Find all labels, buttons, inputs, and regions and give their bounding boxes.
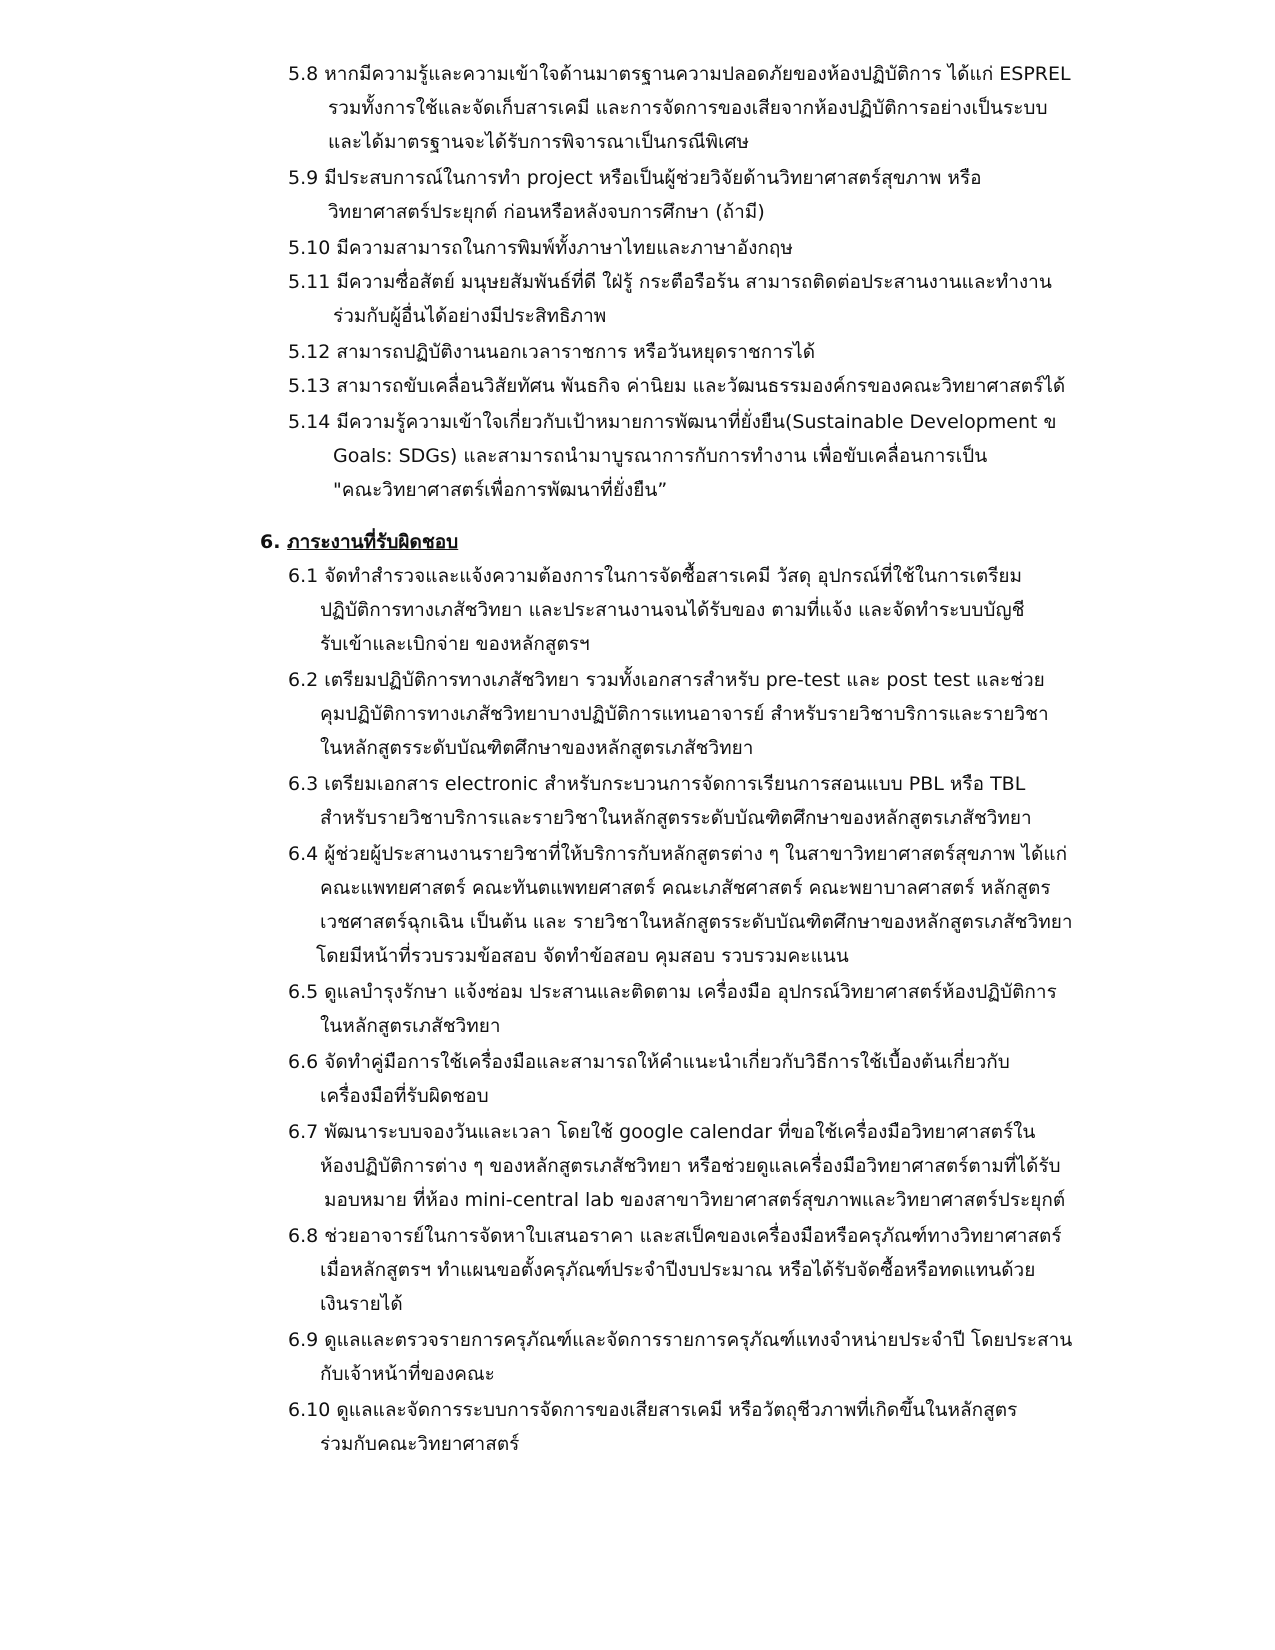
list-item-line: ร่วมกับผู้อื่นได้อย่างมีประสิทธิภาพ	[333, 305, 607, 327]
item-text: มีความรู้ความเข้าใจเกี่ยวกับเป้าหมายการพัฒนาที่ยั่งยืน(Sustainable Development ข	[336, 411, 1057, 433]
item-number: 5.8	[288, 63, 319, 85]
item-number: 5.11	[288, 271, 331, 293]
list-item-line: เงินรายได้	[320, 1293, 403, 1315]
item-text: สามารถปฏิบัติงานนอกเวลาราชการ หรือวันหยุดราชการได้	[336, 341, 816, 363]
item-number: 6.4	[288, 843, 319, 865]
list-item-line: ร่วมกับคณะวิทยาศาสตร์	[320, 1433, 520, 1455]
item-text: ช่วยอาจารย์ในการจัดหาใบเสนอราคา และสเป็คของเครื่องมือหรือครุภัณฑ์ทางวิทยาศาสตร์	[324, 1225, 1062, 1247]
list-item-line	[288, 166, 982, 190]
list-item-line: สำหรับรายวิชาบริการและรายวิชาในหลักสูตรระดับบัณฑิตศึกษาของหลักสูตรเภสัชวิทยา	[320, 807, 1032, 829]
list-item-line: มอบหมาย ที่ห้อง mini-central lab ของสาขาวิทยาศาสตร์สุขภาพและวิทยาศาสตร์ประยุกต์	[324, 1189, 1066, 1211]
item-number: 5.9	[288, 167, 319, 189]
item-number: 5.12	[288, 341, 331, 363]
item-text: หากมีความรู้และความเข้าใจด้านมาตรฐานความปลอดภัยของห้องปฏิบัติการ ได้แก่ ESPREL	[324, 63, 1071, 85]
item-text: เตรียมปฏิบัติการทางเภสัชวิทยา รวมทั้งเอกสารสำหรับ pre-test และ post test และช่วย	[324, 669, 1045, 691]
item-number: 6.1	[288, 565, 319, 587]
list-item-line	[288, 62, 1071, 86]
list-item-line: วิทยาศาสตร์ประยุกต์ ก่อนหรือหลังจบการศึกษา (ถ้ามี)	[328, 201, 765, 223]
item-text: ดูแลบำรุงรักษา แจ้งซ่อม ประสานและติดตาม เครื่องมือ อุปกรณ์วิทยาศาสตร์ห้องปฏิบัติการ	[324, 981, 1057, 1003]
list-item-line: "คณะวิทยาศาสตร์เพื่อการพัฒนาที่ยั่งยืน”	[333, 479, 668, 501]
item-text: สามารถขับเคลื่อนวิสัยทัศน พันธกิจ ค่านิยม และวัฒนธรรมองค์กรของคณะวิทยาศาสตร์ได้	[336, 375, 1066, 397]
list-item-line: คณะแพทยศาสตร์ คณะทันตแพทยศาสตร์ คณะเภสัชศาสตร์ คณะพยาบาลศาสตร์ หลักสูตร	[320, 877, 1051, 899]
list-item-line	[288, 1224, 1062, 1248]
list-item-line: คุมปฏิบัติการทางเภสัชวิทยาบางปฏิบัติการแทนอาจารย์ สำหรับรายวิชาบริการและรายวิชา	[320, 703, 1049, 725]
item-number: 6.5	[288, 981, 319, 1003]
list-item-line	[288, 410, 1057, 434]
list-item-line	[288, 564, 1022, 588]
item-number: 6.2	[288, 669, 319, 691]
list-item-line: ในหลักสูตรเภสัชวิทยา	[320, 1015, 501, 1037]
list-item-line: เครื่องมือที่รับผิดชอบ	[320, 1085, 489, 1107]
list-item-line: กับเจ้าหน้าที่ของคณะ	[320, 1363, 495, 1385]
list-item-line: โดยมีหน้าที่รวบรวมข้อสอบ จัดทำข้อสอบ คุมสอบ รวบรวมคะแนน	[316, 945, 849, 967]
list-item-line	[288, 1050, 1010, 1074]
item-text: ดูแลและจัดการระบบการจัดการของเสียสารเคมี หรือวัตถุชีวภาพที่เกิดขึ้นในหลักสูตร	[336, 1399, 1018, 1421]
list-item-line: ในหลักสูตรระดับบัณฑิตศึกษาของหลักสูตรเภสัชวิทยา	[320, 737, 754, 759]
list-item-line	[288, 842, 1067, 866]
item-number: 5.10	[288, 237, 331, 259]
item-number: 5.14	[288, 411, 331, 433]
list-item-line: และได้มาตรฐานจะได้รับการพิจารณาเป็นกรณีพิเศษ	[328, 131, 750, 153]
item-text: เตรียมเอกสาร electronic สำหรับกระบวนการจัดการเรียนการสอนแบบ PBL หรือ TBL	[324, 773, 1026, 795]
item-text: ผู้ช่วยผู้ประสานงานรายวิชาที่ให้บริการกับหลักสูตรต่าง ๆ ในสาขาวิทยาศาสตร์สุขภาพ ได้แก่	[324, 843, 1068, 865]
list-item-line: รวมทั้งการใช้และจัดเก็บสารเคมี และการจัดการของเสียจากห้องปฏิบัติการอย่างเป็นระบบ	[328, 97, 1048, 119]
item-text: มีประสบการณ์ในการทำ project หรือเป็นผู้ช่วยวิจัยด้านวิทยาศาสตร์สุขภาพ หรือ	[324, 167, 982, 189]
list-item-line: เมื่อหลักสูตรฯ ทำแผนขอตั้งครุภัณฑ์ประจำปีงบประมาณ หรือได้รับจัดซื้อหรือทดแทนด้วย	[320, 1259, 1036, 1281]
item-number: 6.7	[288, 1121, 319, 1143]
item-text: จัดทำคู่มือการใช้เครื่องมือและสามารถให้คำแนะนำเกี่ยวกับวิธีการใช้เบื้องต้นเกี่ยวกับ	[324, 1051, 1010, 1073]
item-text: ดูแลและตรวจรายการครุภัณฑ์และจัดการรายการครุภัณฑ์แทงจำหน่ายประจำปี โดยประสาน	[324, 1329, 1073, 1351]
list-item-line	[288, 668, 1045, 692]
list-item-line: รับเข้าและเบิกจ่าย ของหลักสูตรฯ	[320, 633, 590, 655]
section-title: ภาระงานที่รับผิดชอบ	[287, 531, 459, 553]
section-number: 6.	[260, 531, 281, 553]
list-item-line	[288, 980, 1057, 1004]
item-number: 6.8	[288, 1225, 319, 1247]
list-item-line	[288, 340, 815, 364]
list-item-line	[288, 270, 1052, 294]
item-text: มีความซื่อสัตย์ มนุษยสัมพันธ์ที่ดี ใฝ่รู้ กระตือรือร้น สามารถติดต่อประสานงานและทำงาน	[336, 271, 1052, 293]
list-item-line: ห้องปฏิบัติการต่าง ๆ ของหลักสูตรเภสัชวิทยา หรือช่วยดูแลเครื่องมือวิทยาศาสตร์ตามที่ได้รับ	[320, 1155, 1061, 1177]
list-item-line	[288, 1328, 1072, 1352]
list-item-line	[288, 236, 793, 260]
item-text: มีความสามารถในการพิมพ์ทั้งภาษาไทยและภาษาอังกฤษ	[336, 237, 793, 259]
item-text: จัดทำสำรวจและแจ้งความต้องการในการจัดซื้อสารเคมี วัสดุ อุปกรณ์ที่ใช้ในการเตรียม	[324, 565, 1023, 587]
list-item-line: ปฏิบัติการทางเภสัชวิทยา และประสานงานจนได้รับของ ตามที่แจ้ง และจัดทำระบบบัญชี	[320, 599, 1025, 621]
list-item-line	[288, 374, 1065, 398]
list-item-line	[288, 1398, 1017, 1422]
list-item-line: เวชศาสตร์ฉุกเฉิน เป็นต้น และ รายวิชาในหลักสูตรระดับบัณฑิตศึกษาของหลักสูตรเภสัชวิทยา	[320, 911, 1073, 933]
item-number: 5.13	[288, 375, 331, 397]
item-text: พัฒนาระบบจองวันและเวลา โดยใช้ google calendar ที่ขอใช้เครื่องมือวิทยาศาสตร์ใน	[324, 1121, 1036, 1143]
item-number: 6.10	[288, 1399, 331, 1421]
list-item-line: Goals: SDGs) และสามารถนำมาบูรณาการกับการทำงาน เพื่อขับเคลื่อนการเป็น	[333, 445, 988, 467]
item-number: 6.6	[288, 1051, 319, 1073]
section-6-heading	[260, 530, 458, 554]
item-number: 6.9	[288, 1329, 319, 1351]
list-item-line	[288, 772, 1025, 796]
item-number: 6.3	[288, 773, 319, 795]
list-item-line	[288, 1120, 1035, 1144]
